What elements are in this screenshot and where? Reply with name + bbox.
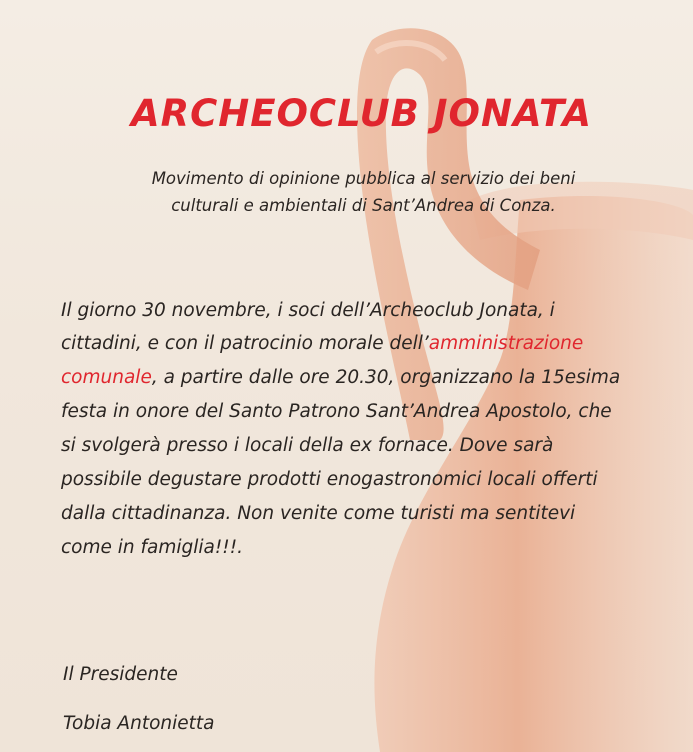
body-line-3-text: , a partire dalle ore 20.30, organizzano la 15esima	[151, 367, 621, 388]
body-line-2	[61, 333, 583, 354]
flyer-title: ARCHEOCLUB JONATA	[130, 92, 593, 135]
highlight-comunale: comunale	[61, 367, 152, 388]
body-line-7: dalla cittadinanza. Non venite come turisti ma sentitevi	[61, 503, 576, 524]
body-line-4: festa in onore del Santo Patrono Sant’Andrea Apostolo, che	[61, 401, 612, 422]
subtitle-line-2: culturali e ambientali di Sant’Andrea di Conza.	[171, 196, 556, 215]
signature-name: Tobia Antonietta	[63, 713, 215, 734]
body-line-6: possibile degustare prodotti enogastronomici locali offerti	[61, 469, 598, 490]
signature-role: Il Presidente	[63, 664, 178, 685]
body-line-2-text: cittadini, e con il patrocinio morale dell’	[61, 333, 429, 354]
highlight-amministrazione: amministrazione	[428, 333, 584, 354]
subtitle-line-1: Movimento di opinione pubblica al servizio dei beni	[151, 169, 576, 188]
body-line-5: si svolgerà presso i locali della ex fornace. Dove sarà	[61, 435, 554, 456]
body-line-1: Il giorno 30 novembre, i soci dell’Archeoclub Jonata, i	[61, 300, 555, 321]
body-line-3	[61, 367, 620, 388]
body-line-8: come in famiglia!!!.	[61, 537, 244, 558]
